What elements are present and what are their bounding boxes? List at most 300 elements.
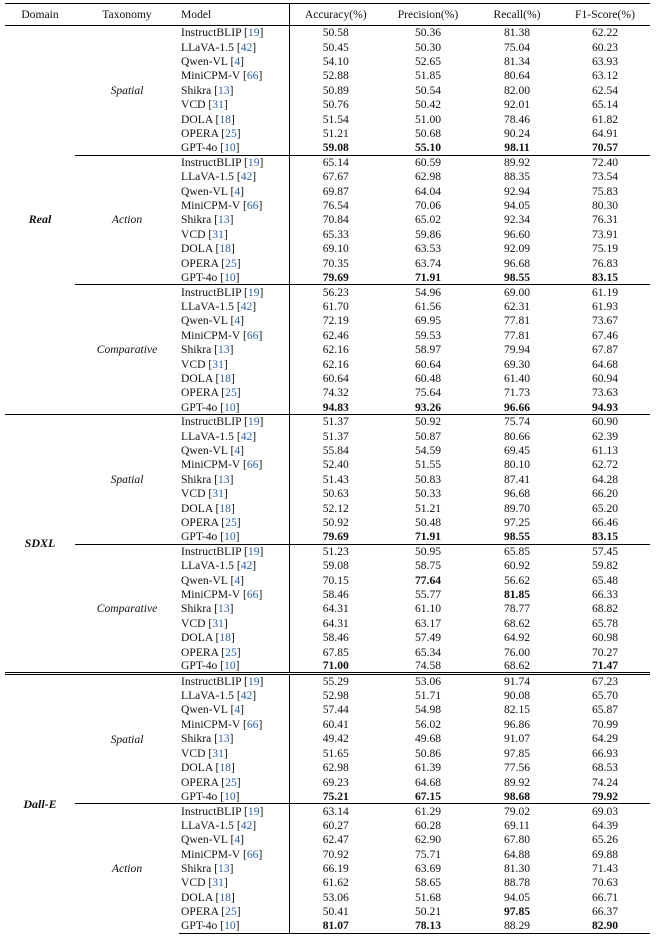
precision-value: 50.21 — [414, 905, 442, 919]
model-cell: DOLA [18] — [181, 890, 235, 904]
citation-link[interactable]: 66 — [246, 328, 259, 342]
recall-value: 96.66 — [503, 400, 531, 414]
citation-link[interactable]: 42 — [240, 429, 253, 443]
model-cell: Qwen-VL [4] — [181, 833, 245, 847]
header-precision: Precision(%) — [382, 4, 474, 26]
f1-score-value: 66.71 — [591, 890, 619, 904]
f1-score-value: 68.53 — [591, 761, 619, 775]
accuracy-value: 52.40 — [289, 458, 382, 472]
precision-value: 50.86 — [414, 746, 442, 760]
results-table-container — [5, 3, 650, 934]
model-name: OPERA — [181, 905, 222, 919]
citation-link[interactable]: 31 — [212, 98, 224, 112]
precision-value: 51.21 — [414, 501, 442, 515]
model-cell: MiniCPM-V [66] — [181, 588, 263, 602]
accuracy-value: 51.37 — [289, 414, 382, 428]
model-name: Qwen-VL — [181, 55, 231, 69]
f1-score-value: 62.72 — [591, 458, 619, 472]
precision-value: 56.02 — [414, 717, 442, 731]
accuracy-value: 62.98 — [289, 760, 382, 774]
accuracy-value: 59.08 — [289, 141, 382, 155]
accuracy-value: 52.12 — [289, 501, 382, 515]
f1-score-value: 74.24 — [591, 775, 619, 789]
precision-value: 75.71 — [414, 847, 442, 861]
model-name: Shikra — [181, 602, 215, 616]
model-name: GPT-4o — [181, 270, 221, 284]
model-name: DOLA — [181, 242, 216, 256]
citation-link[interactable]: 18 — [219, 501, 231, 515]
f1-score-value: 65.14 — [591, 98, 619, 112]
recall-value: 56.62 — [503, 573, 531, 587]
model-name: Qwen-VL — [181, 833, 231, 847]
precision-value: 50.33 — [414, 487, 442, 501]
accuracy-value: 51.43 — [289, 472, 382, 486]
accuracy-value: 50.41 — [289, 904, 382, 918]
precision-value: 51.68 — [414, 890, 442, 904]
citation-link[interactable]: 13 — [218, 472, 230, 486]
precision-value: 61.10 — [414, 602, 442, 616]
citation-link[interactable]: 66 — [246, 717, 259, 731]
citation-link[interactable]: 66 — [246, 588, 259, 602]
model-name: LLaVA-1.5 — [181, 40, 237, 54]
citation-link[interactable]: 42 — [240, 40, 253, 54]
model-cell: MiniCPM-V [66] — [181, 717, 263, 731]
model-name: GPT-4o — [181, 789, 221, 803]
f1-score-value: 75.83 — [591, 184, 619, 198]
model-cell: Qwen-VL [4] — [181, 703, 245, 717]
precision-value: 63.69 — [414, 861, 442, 875]
accuracy-value: 52.98 — [289, 688, 382, 702]
precision-value: 55.10 — [414, 141, 442, 155]
model-cell: MiniCPM-V [66] — [181, 458, 263, 472]
f1-score-value: 76.31 — [591, 213, 619, 227]
recall-value: 94.05 — [503, 199, 531, 213]
precision-value: 55.77 — [414, 588, 442, 602]
table-row — [5, 155, 650, 169]
citation-link[interactable]: 10 — [224, 659, 236, 673]
precision-value: 50.68 — [414, 127, 442, 141]
results-table — [5, 3, 650, 934]
precision-value: 60.28 — [414, 818, 442, 832]
recall-value: 78.77 — [503, 602, 531, 616]
citation-link[interactable]: 13 — [218, 213, 230, 227]
citation-link[interactable]: 10 — [224, 400, 236, 414]
accuracy-value: 60.41 — [289, 717, 382, 731]
model-cell: MiniCPM-V [66] — [181, 328, 263, 342]
accuracy-value: 62.47 — [289, 832, 382, 846]
precision-value: 58.97 — [414, 343, 442, 357]
recall-value: 89.92 — [474, 155, 560, 169]
precision-value: 51.55 — [414, 458, 442, 472]
citation-link[interactable]: 42 — [240, 299, 253, 313]
citation-link[interactable]: 25 — [225, 645, 237, 659]
model-name: VCD — [181, 98, 209, 112]
header-f1-score: F1-Score(%) — [560, 4, 650, 26]
precision-value: 77.64 — [414, 573, 442, 587]
accuracy-value: 70.84 — [289, 213, 382, 227]
model-name: MiniCPM-V — [181, 847, 243, 861]
recall-value: 81.85 — [503, 588, 531, 602]
citation-link[interactable]: 19 — [247, 26, 260, 40]
f1-score-value: 70.27 — [591, 645, 619, 659]
precision-value: 57.49 — [414, 631, 442, 645]
model-cell: GPT-4o [10] — [181, 659, 240, 673]
model-cell: DOLA [18] — [181, 371, 235, 385]
accuracy-value: 51.23 — [289, 544, 382, 558]
citation-link[interactable]: 10 — [224, 919, 236, 933]
f1-score-value: 83.15 — [591, 270, 619, 284]
precision-value: 50.95 — [382, 544, 474, 558]
accuracy-value: 62.16 — [289, 342, 382, 356]
accuracy-value: 65.33 — [289, 227, 382, 241]
model-cell: InstructBLIP [19] — [179, 414, 289, 428]
f1-score-value: 73.63 — [591, 386, 619, 400]
recall-value: 97.85 — [503, 746, 531, 760]
model-cell: GPT-4o [10] — [181, 141, 240, 155]
recall-value: 68.62 — [503, 616, 531, 630]
precision-value: 50.48 — [414, 516, 442, 530]
accuracy-value: 64.31 — [289, 602, 382, 616]
recall-value: 90.24 — [503, 127, 531, 141]
model-cell: Qwen-VL [4] — [181, 184, 245, 198]
header-accuracy: Accuracy(%) — [289, 4, 382, 26]
f1-score-value: 66.37 — [591, 905, 619, 919]
citation-link[interactable]: 31 — [212, 357, 224, 371]
accuracy-value: 94.83 — [289, 400, 382, 414]
accuracy-value: 51.65 — [289, 746, 382, 760]
citation-link[interactable]: 19 — [247, 156, 260, 170]
f1-score-value: 73.54 — [591, 170, 619, 184]
model-cell: OPERA [25] — [181, 516, 241, 530]
f1-score-value: 63.12 — [591, 69, 619, 83]
precision-value: 53.06 — [382, 674, 474, 689]
citation-link[interactable]: 18 — [219, 112, 231, 126]
model-name: VCD — [181, 357, 209, 371]
precision-value: 51.85 — [414, 69, 442, 83]
precision-value: 60.64 — [414, 357, 442, 371]
recall-value: 71.73 — [503, 386, 531, 400]
taxonomy-label: Action — [75, 155, 179, 285]
citation-link[interactable]: 25 — [225, 256, 237, 270]
citation-link[interactable]: 31 — [212, 227, 224, 241]
precision-value: 69.95 — [414, 314, 442, 328]
model-cell: LLaVA-1.5 [42] — [181, 299, 257, 313]
recall-value: 89.70 — [503, 501, 531, 515]
precision-value: 60.48 — [414, 371, 442, 385]
accuracy-value: 74.32 — [289, 386, 382, 400]
model-cell: DOLA [18] — [181, 631, 235, 645]
accuracy-value: 62.46 — [289, 328, 382, 342]
recall-value: 68.62 — [503, 659, 531, 673]
f1-score-value: 94.93 — [591, 400, 619, 414]
f1-score-value: 71.43 — [591, 861, 619, 875]
recall-value: 82.00 — [503, 83, 531, 97]
recall-value: 77.56 — [503, 761, 531, 775]
f1-score-value: 79.92 — [591, 789, 619, 803]
citation-link[interactable]: 4 — [234, 55, 241, 69]
model-name: OPERA — [181, 775, 222, 789]
accuracy-value: 72.19 — [289, 314, 382, 328]
recall-value: 69.00 — [474, 285, 560, 299]
citation-link[interactable]: 13 — [218, 602, 230, 616]
citation-link[interactable]: 18 — [219, 242, 231, 256]
model-cell: Shikra [13] — [181, 343, 234, 357]
model-name: LLaVA-1.5 — [181, 818, 237, 832]
precision-value: 61.39 — [414, 761, 442, 775]
citation-link[interactable]: 18 — [219, 890, 231, 904]
model-name: GPT-4o — [181, 659, 221, 673]
precision-value: 63.74 — [414, 256, 442, 270]
precision-value: 74.58 — [414, 659, 442, 673]
recall-value: 61.40 — [503, 371, 531, 385]
citation-link[interactable]: 31 — [212, 746, 224, 760]
precision-value: 54.96 — [382, 285, 474, 299]
citation-link[interactable]: 19 — [247, 285, 260, 299]
citation-link[interactable]: 42 — [240, 818, 253, 832]
citation-link[interactable]: 25 — [225, 386, 237, 400]
recall-value: 78.46 — [503, 112, 531, 126]
precision-value: 61.56 — [414, 299, 442, 313]
model-cell: LLaVA-1.5 [42] — [181, 689, 257, 703]
accuracy-value: 69.23 — [289, 775, 382, 789]
precision-value: 50.87 — [414, 429, 442, 443]
precision-value: 64.04 — [414, 184, 442, 198]
accuracy-value: 81.07 — [289, 919, 382, 933]
citation-link[interactable]: 25 — [225, 516, 237, 530]
precision-value: 62.90 — [414, 833, 442, 847]
model-name: InstructBLIP — [181, 415, 245, 429]
recall-value: 98.55 — [503, 270, 531, 284]
citation-link[interactable]: 66 — [246, 199, 259, 213]
accuracy-value: 79.69 — [289, 530, 382, 544]
model-cell: MiniCPM-V [66] — [181, 69, 263, 83]
model-cell: LLaVA-1.5 [42] — [181, 559, 257, 573]
recall-value: 91.07 — [503, 732, 531, 746]
accuracy-value: 70.15 — [289, 573, 382, 587]
table-row — [5, 26, 650, 40]
f1-score-value: 67.46 — [591, 328, 619, 342]
citation-link[interactable]: 10 — [224, 141, 236, 155]
accuracy-value: 51.37 — [289, 429, 382, 443]
model-name: MiniCPM-V — [181, 458, 243, 472]
citation-link[interactable]: 66 — [246, 847, 259, 861]
model-cell: VCD [31] — [181, 227, 228, 241]
model-name: Shikra — [181, 861, 215, 875]
citation-link[interactable]: 19 — [247, 804, 260, 818]
citation-link[interactable]: 4 — [234, 314, 241, 328]
model-name: GPT-4o — [181, 400, 221, 414]
model-name: Qwen-VL — [181, 703, 231, 717]
citation-link[interactable]: 13 — [218, 732, 230, 746]
precision-value: 54.98 — [414, 703, 442, 717]
recall-value: 92.94 — [503, 184, 531, 198]
citation-link[interactable]: 42 — [240, 170, 253, 184]
model-name: Qwen-VL — [181, 573, 231, 587]
model-cell: Shikra [13] — [181, 861, 234, 875]
f1-score-value: 63.93 — [591, 55, 619, 69]
model-name: GPT-4o — [181, 919, 221, 933]
accuracy-value: 60.64 — [289, 371, 382, 385]
f1-score-value: 57.45 — [560, 544, 650, 558]
model-name: InstructBLIP — [181, 804, 245, 818]
model-name: VCD — [181, 227, 209, 241]
citation-link[interactable]: 25 — [225, 905, 237, 919]
citation-link[interactable]: 66 — [246, 69, 259, 83]
recall-value: 88.35 — [503, 170, 531, 184]
citation-link[interactable]: 18 — [219, 371, 231, 385]
model-name: GPT-4o — [181, 141, 221, 155]
citation-link[interactable]: 4 — [234, 703, 241, 717]
model-cell: DOLA [18] — [181, 501, 235, 515]
recall-value: 76.00 — [503, 645, 531, 659]
model-name: DOLA — [181, 371, 216, 385]
citation-link[interactable]: 31 — [212, 876, 224, 890]
recall-value: 97.85 — [503, 905, 531, 919]
citation-link[interactable]: 42 — [240, 559, 253, 573]
citation-link[interactable]: 25 — [225, 127, 237, 141]
citation-link[interactable]: 13 — [218, 343, 230, 357]
precision-value: 59.53 — [414, 328, 442, 342]
f1-score-value: 64.28 — [591, 472, 619, 486]
recall-value: 91.74 — [474, 674, 560, 689]
f1-score-value: 72.40 — [560, 155, 650, 169]
header-model: Model — [179, 4, 289, 26]
citation-link[interactable]: 13 — [218, 83, 230, 97]
model-cell: GPT-4o [10] — [181, 789, 240, 803]
recall-value: 94.05 — [503, 890, 531, 904]
model-name: VCD — [181, 746, 209, 760]
precision-value: 75.64 — [414, 386, 442, 400]
f1-score-value: 67.23 — [560, 674, 650, 689]
model-cell: DOLA [18] — [181, 761, 235, 775]
citation-link[interactable]: 4 — [234, 833, 241, 847]
precision-value: 51.00 — [414, 112, 442, 126]
accuracy-value: 75.21 — [289, 789, 382, 803]
table-body — [5, 26, 650, 934]
f1-score-value: 59.82 — [591, 559, 619, 573]
model-cell: OPERA [25] — [181, 256, 241, 270]
citation-link[interactable]: 18 — [219, 631, 231, 645]
f1-score-value: 83.15 — [591, 530, 619, 544]
model-name: InstructBLIP — [181, 285, 245, 299]
model-cell: GPT-4o [10] — [181, 400, 240, 414]
f1-score-value: 70.57 — [591, 141, 619, 155]
accuracy-value: 66.19 — [289, 861, 382, 875]
recall-value: 92.09 — [503, 242, 531, 256]
citation-link[interactable]: 19 — [247, 415, 260, 429]
precision-value: 50.42 — [414, 98, 442, 112]
citation-link[interactable]: 19 — [247, 545, 260, 559]
accuracy-value: 62.16 — [289, 357, 382, 371]
f1-score-value: 66.20 — [591, 487, 619, 501]
citation-link[interactable]: 4 — [234, 573, 241, 587]
precision-value: 63.17 — [414, 616, 442, 630]
model-cell: OPERA [25] — [181, 775, 241, 789]
recall-value: 65.85 — [474, 544, 560, 558]
f1-score-value: 60.23 — [591, 40, 619, 54]
f1-score-value: 70.99 — [591, 717, 619, 731]
taxonomy-label: Spatial — [110, 83, 144, 97]
recall-value: 80.64 — [503, 69, 531, 83]
f1-score-value: 65.20 — [591, 501, 619, 515]
recall-value: 87.41 — [503, 472, 531, 486]
model-name: Shikra — [181, 213, 215, 227]
recall-value: 98.55 — [503, 530, 531, 544]
f1-score-value: 68.82 — [591, 602, 619, 616]
taxonomy-label: Spatial — [75, 674, 179, 804]
citation-link[interactable]: 25 — [225, 775, 237, 789]
f1-score-value: 76.83 — [591, 256, 619, 270]
model-cell: GPT-4o [10] — [181, 530, 240, 544]
model-cell: Shikra [13] — [181, 472, 234, 486]
accuracy-value: 76.54 — [289, 198, 382, 212]
citation-link[interactable]: 42 — [240, 689, 253, 703]
f1-score-value: 65.70 — [591, 689, 619, 703]
model-cell: LLaVA-1.5 [42] — [181, 40, 257, 54]
model-name: LLaVA-1.5 — [181, 559, 237, 573]
precision-value: 52.65 — [414, 55, 442, 69]
citation-link[interactable]: 10 — [224, 530, 236, 544]
precision-value: 71.91 — [414, 270, 442, 284]
accuracy-value: 70.92 — [289, 847, 382, 861]
recall-value: 77.81 — [503, 314, 531, 328]
citation-link[interactable]: 13 — [218, 861, 230, 875]
accuracy-value: 58.46 — [289, 587, 382, 601]
taxonomy-label: Spatial — [75, 414, 179, 544]
f1-score-value: 69.88 — [591, 847, 619, 861]
model-name: OPERA — [181, 127, 222, 141]
accuracy-value: 70.35 — [289, 256, 382, 270]
citation-link[interactable]: 4 — [234, 443, 241, 457]
table-header — [5, 4, 650, 26]
precision-value: 62.98 — [414, 170, 442, 184]
model-cell: Qwen-VL [4] — [181, 573, 245, 587]
accuracy-value: 55.84 — [289, 443, 382, 457]
model-name: InstructBLIP — [181, 675, 245, 689]
citation-link[interactable]: 10 — [224, 270, 236, 284]
f1-score-value: 61.13 — [591, 443, 619, 457]
citation-link[interactable]: 66 — [246, 458, 259, 472]
model-name: Qwen-VL — [181, 314, 231, 328]
model-name: InstructBLIP — [181, 26, 245, 40]
model-cell: InstructBLIP [19] — [179, 544, 289, 558]
citation-link[interactable]: 31 — [212, 487, 224, 501]
accuracy-value: 64.31 — [289, 616, 382, 630]
model-name: DOLA — [181, 112, 216, 126]
f1-score-value: 66.46 — [591, 516, 619, 530]
citation-link[interactable]: 18 — [219, 761, 231, 775]
recall-value: 96.68 — [503, 487, 531, 501]
recall-value: 82.15 — [503, 703, 531, 717]
f1-score-value: 75.19 — [591, 242, 619, 256]
citation-link[interactable]: 10 — [224, 789, 236, 803]
citation-link[interactable]: 4 — [234, 184, 241, 198]
header-recall: Recall(%) — [474, 4, 560, 26]
f1-score-value: 64.91 — [591, 127, 619, 141]
precision-value: 58.75 — [414, 559, 442, 573]
citation-link[interactable]: 19 — [247, 675, 260, 689]
recall-value: 89.92 — [503, 775, 531, 789]
model-name: MiniCPM-V — [181, 717, 243, 731]
recall-value: 96.68 — [503, 256, 531, 270]
accuracy-value: 53.06 — [289, 890, 382, 904]
f1-score-value: 66.33 — [591, 588, 619, 602]
domain-label: SDXL — [5, 414, 75, 673]
f1-score-value: 62.39 — [591, 429, 619, 443]
citation-link[interactable]: 31 — [212, 616, 224, 630]
recall-value: 69.45 — [503, 443, 531, 457]
model-name: InstructBLIP — [181, 156, 245, 170]
